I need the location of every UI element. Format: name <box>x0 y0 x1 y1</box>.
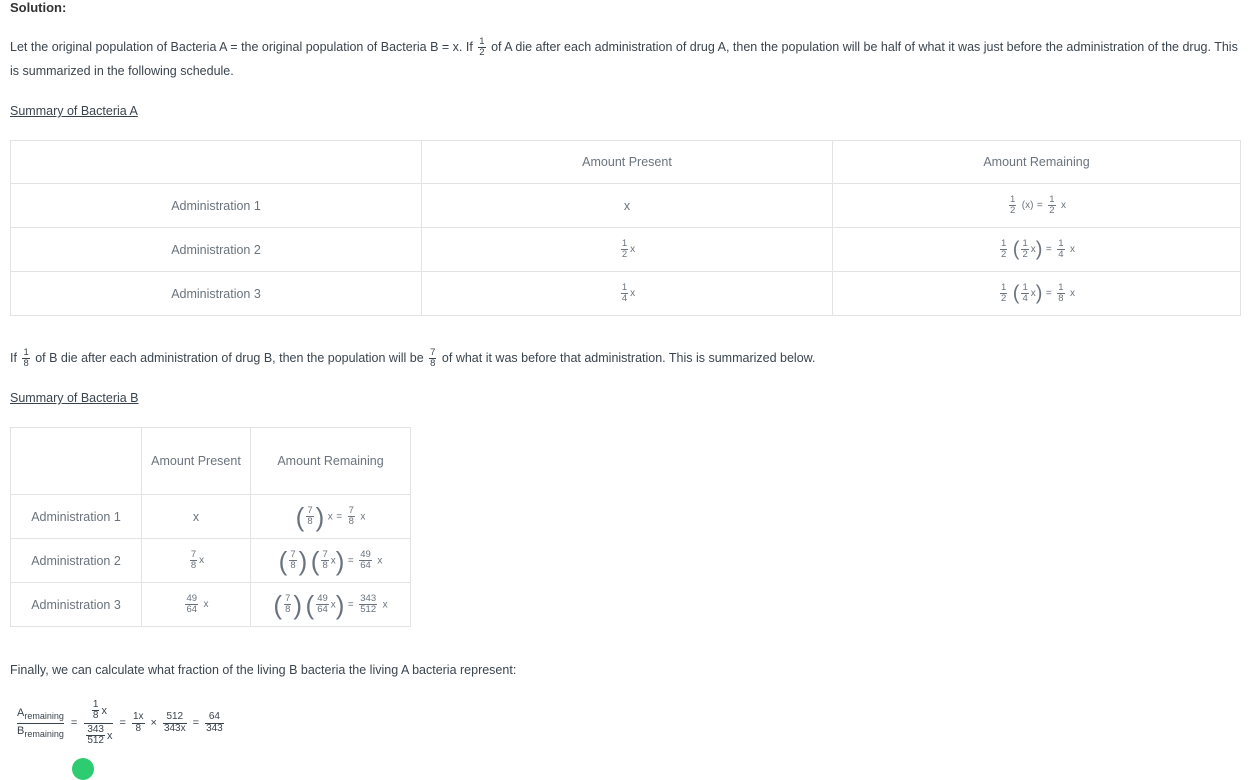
intro-text-2: of A die after each administration of drug A, then the population will be half of what it was just before the administration of the drug. This <box>491 40 1238 54</box>
row-label: Administration 3 <box>11 272 422 316</box>
mid-text-if: If <box>10 351 17 365</box>
table-header-cell: Amount Present <box>422 141 833 184</box>
amount-present: $\frac{1}{4}$ x <box>422 272 833 316</box>
table-row <box>11 495 411 539</box>
table-row <box>11 228 1241 272</box>
amount-remaining: $\frac{1}{2}$ ( $\frac{1}{4}$ x) = $\frac{1}{8}$ x <box>833 272 1241 316</box>
amount-present: $\frac{7}{8}$ x <box>142 539 251 583</box>
compound-fraction: $\frac{1}{8}$ x $\frac{343}{512}$ x <box>84 700 112 747</box>
mid-text-2: of B die after each administration of drug B, then the population will be <box>35 351 424 365</box>
final-equation: $A_{remaining}$ $B_{remaining}$ = $\frac{1}{8}$ x $\frac{343}{512}$ x = $\frac{1x}{8}$ × $\frac{512}{343x}$ = $\frac{64}{343}$ <box>17 698 223 746</box>
amount-remaining: ( $\frac{7}{8}$ ) ( $\frac{7}{8}$ x) = $\frac{49}{64}$ x <box>251 539 411 583</box>
table-header-row <box>11 428 411 495</box>
table-header-cell: Amount Remaining <box>251 428 411 495</box>
amount-present: $\frac{49}{64}$ x <box>142 583 251 627</box>
amount-remaining: ( $\frac{7}{8}$ ) ( $\frac{49}{64}$ x) = $\frac{343}{512}$ x <box>251 583 411 627</box>
bacteria-b-table <box>10 427 411 627</box>
fraction-64-over-343: $\frac{64}{343}$ <box>206 711 223 734</box>
fraction-half: $\frac{1}{2}$ <box>479 36 485 59</box>
table-row <box>11 583 411 627</box>
summary-b-title: Summary of Bacteria B <box>10 391 139 405</box>
intro-text-3: is summarized in the following schedule. <box>10 64 234 78</box>
ratio-fraction: $A_{remaining}$ $B_{remaining}$ <box>17 707 64 739</box>
table-row <box>11 539 411 583</box>
mid-paragraph <box>10 346 815 370</box>
table-header-cell <box>11 428 142 495</box>
intro-paragraph <box>10 35 1245 83</box>
green-circle-icon[interactable] <box>72 758 94 780</box>
row-label: Administration 2 <box>11 539 142 583</box>
table-header-cell <box>11 141 422 184</box>
final-paragraph: Finally, we can calculate what fraction of the living B bacteria the living A bacteria represent: <box>10 663 517 677</box>
row-label: Administration 1 <box>11 495 142 539</box>
table-header-cell: Amount Present <box>142 428 251 495</box>
amount-remaining: $\frac{1}{2}$ ( $\frac{1}{2}$ x) = $\frac{1}{4}$ x <box>833 228 1241 272</box>
summary-a-title: Summary of Bacteria A <box>10 104 138 118</box>
fraction-1x-over-8: $\frac{1x}{8}$ <box>132 711 144 734</box>
bacteria-a-table <box>10 140 1241 316</box>
row-label: Administration 3 <box>11 583 142 627</box>
amount-present: $\frac{1}{2}$ x <box>422 228 833 272</box>
amount-present: x <box>422 184 833 228</box>
row-label: Administration 2 <box>11 228 422 272</box>
amount-present: x <box>142 495 251 539</box>
table-header-cell: Amount Remaining <box>833 141 1241 184</box>
table-row <box>11 272 1241 316</box>
amount-remaining: ( $\frac{7}{8}$ ) x = $\frac{7}{8}$ x <box>251 495 411 539</box>
solution-heading: Solution: <box>10 0 67 15</box>
fraction-seven-eighths: $\frac{7}{8}$ <box>430 347 436 370</box>
row-label: Administration 1 <box>11 184 422 228</box>
fraction-one-eighth: $\frac{1}{8}$ <box>23 347 29 370</box>
amount-remaining: $\frac{1}{2}$ (x) = $\frac{1}{2}$ x <box>833 184 1241 228</box>
table-row <box>11 184 1241 228</box>
mid-text-3: of what it was before that administration. This is summarized below. <box>441 351 816 365</box>
fraction-512-over-343x: $\frac{512}{343x}$ <box>163 711 186 734</box>
intro-text-1: Let the original population of Bacteria A = the original population of Bacteria B = x. If <box>10 40 473 54</box>
table-header-row <box>11 141 1241 184</box>
